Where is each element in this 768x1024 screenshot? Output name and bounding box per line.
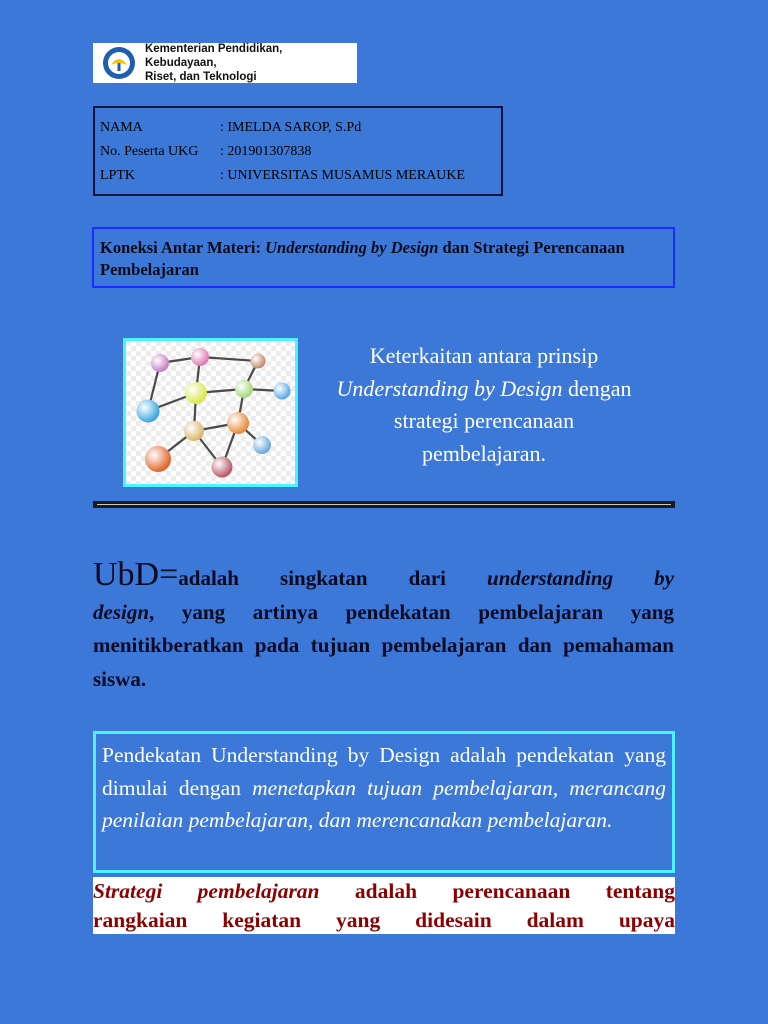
identity-row-lptk: LPTK : UNIVERSITAS MUSAMUS MERAUKE <box>100 168 466 183</box>
section-heading: Keterkaitan antara prinsip Understanding by Design dengan strategi perencanaan pembelajaran. <box>336 343 632 466</box>
ministry-logo-banner <box>93 43 357 83</box>
ubd-approach-box: Pendekatan Understanding by Design adalah pendekatan yang dimulai dengan menetapkan tujuan pembelajaran, merancang penilaian pembelajaran, dan merencanakan pembelajaran. <box>93 731 675 873</box>
identity-row-ukg: No. Peserta UKG : 201901307838 <box>100 144 312 159</box>
identity-row-name: NAMA : IMELDA SAROP, S.Pd <box>100 120 362 135</box>
molecule-illustration <box>123 338 298 487</box>
identity-box <box>93 106 503 196</box>
tut-wuri-handayani-emblem-icon <box>93 43 145 83</box>
strategy-paragraph: Strategi pembelajaran adalah perencanaan tentang rangkaian kegiatan yang didesain dalam upaya <box>93 879 675 932</box>
ministry-name: Kementerian Pendidikan, Kebudayaan, Riset, dan Teknologi <box>144 43 283 83</box>
divider-highlight <box>97 504 671 505</box>
ubd-definition-paragraph: UbD=adalah singkatan dari understanding by design, yang artinya pendekatan pembelajaran yang menitikberatkan pada tujuan pembelajaran dan pemahaman siswa. <box>93 556 674 691</box>
ubd-first-line: UbD=adalah singkatan dari understanding by <box>93 556 674 593</box>
molecule-network-icon <box>126 341 295 484</box>
document-title: Koneksi Antar Materi: Understanding by Design dan Strategi Perencanaan Pembelajaran <box>92 227 675 288</box>
